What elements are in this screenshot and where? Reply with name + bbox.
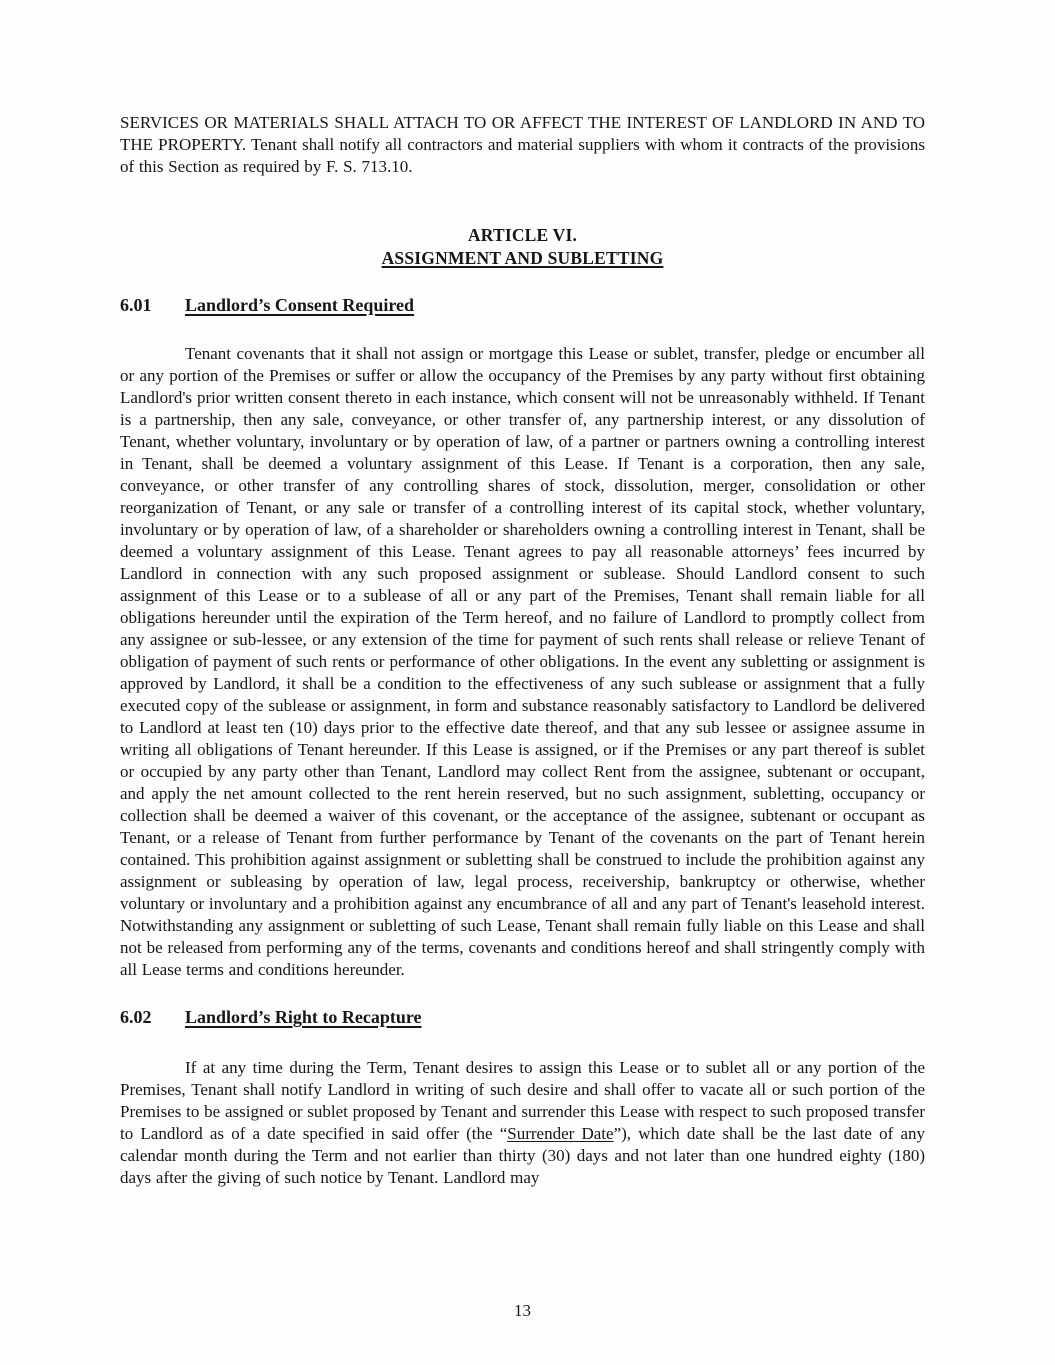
article-title-line: ASSIGNMENT AND SUBLETTING	[381, 248, 664, 268]
section-number-6-01: 6.01	[120, 295, 152, 315]
section-6-02-body-before-term: If at any time during the Term, Tenant desires to assign this Lease or to sublet all or any portion of the Premises, Tenant shall notify Landlord in writing of such desire and shall offer to vacate all or such portion of the Premises to be assigned or sublet proposed by Tenant and surrender this Lease with respect to such proposed transfer to Landlord as of a date specified in said offer (the “	[120, 1058, 925, 1143]
section-6-02-body-after-term: ”), which date shall be the last date of any calendar month during the Term and not earlier than thirty (30) days and not later than one hundred eighty (180) days after the giving of such notice by Tenant. Landlord may	[120, 1124, 925, 1187]
section-6-02-body	[120, 1057, 925, 1189]
section-number-6-02: 6.02	[120, 1007, 152, 1027]
article-number-line: ARTICLE VI.	[467, 225, 578, 245]
section-heading-6-01	[120, 293, 925, 317]
section-title-6-02: Landlord’s Right to Recapture	[185, 1007, 422, 1027]
continuation-paragraph: SERVICES OR MATERIALS SHALL ATTACH TO OR AFFECT THE INTEREST OF LANDLORD IN AND TO THE PROPERTY. Tenant shall notify all contractors and material suppliers with whom it contracts of the provisions of this Section as required by F. S. 713.10.	[120, 113, 925, 176]
page-footer	[120, 1300, 925, 1322]
surrender-date-term: Surrender Date	[507, 1124, 614, 1143]
page-number: 13	[514, 1301, 531, 1320]
section-heading-6-02	[120, 1005, 925, 1029]
article-heading	[120, 224, 925, 270]
section-title-6-01: Landlord’s Consent Required	[185, 295, 415, 315]
section-6-01-body: Tenant covenants that it shall not assign or mortgage this Lease or sublet, transfer, pledge or encumber all or any portion of the Premises or suffer or allow the occupancy of the Premises by any party without first obtaining Landlord's prior written consent thereto in each instance, which consent will not be unreasonably withheld. If Tenant is a partnership, then any sale, conveyance, or other transfer of, any partnership interest, or any dissolution of Tenant, whether voluntary, involuntary or by operation of law, of a partner or partners owning a controlling interest in Tenant, shall be deemed a voluntary assignment of this Lease. If Tenant is a corporation, then any sale, conveyance, or other transfer of any controlling shares of stock, dissolution, merger, consolidation or other reorganization of Tenant, or any sale or transfer of a controlling interest of its capital stock, whether voluntary, involuntary or by operation of law, of a shareholder or shareholders owning a controlling interest in Tenant, shall be deemed a voluntary assignment of this Lease. Tenant agrees to pay all reasonable attorneys’ fees incurred by Landlord in connection with any such proposed assignment or sublease. Should Landlord consent to such assignment of this Lease or to a sublease of all or any part of the Premises, Tenant shall remain liable for all obligations hereunder until the expiration of the Term hereof, and no failure of Landlord to promptly collect from any assignee or sub-lessee, or any extension of the time for payment of such rents shall release or relieve Tenant of obligation of payment of such rents or performance of other obligations. In the event any subletting or assignment is approved by Landlord, it shall be a condition to the effectiveness of any such sublease or assignment that a fully executed copy of the sublease or assignment, in form and substance reasonably satisfactory to Landlord be delivered to Landlord at least ten (10) days prior to the effective date thereof, and that any sub lessee or assignee assume in writing all obligations of Tenant hereunder. If this Lease is assigned, or if the Premises or any part thereof is sublet or occupied by any party other than Tenant, Landlord may collect Rent from the assignee, subtenant or occupant, and apply the net amount collected to the rent herein reserved, but no such assignment, subletting, occupancy or collection shall be deemed a waiver of this covenant, or the acceptance of the assignee, subtenant or occupant as Tenant, or a release of Tenant from further performance by Tenant of the covenants on the part of Tenant herein contained. This prohibition against assignment or subletting shall be construed to include the prohibition against any assignment or subleasing by operation of law, legal process, receivership, bankruptcy or otherwise, whether voluntary or involuntary and a prohibition against any encumbrance of all and any part of Tenant's leasehold interest. Notwithstanding any assignment or subletting of such Lease, Tenant shall remain fully liable on this Lease and shall not be released from performing any of the terms, covenants and conditions hereof and shall stringently comply with all Lease terms and conditions hereunder.	[120, 344, 925, 979]
